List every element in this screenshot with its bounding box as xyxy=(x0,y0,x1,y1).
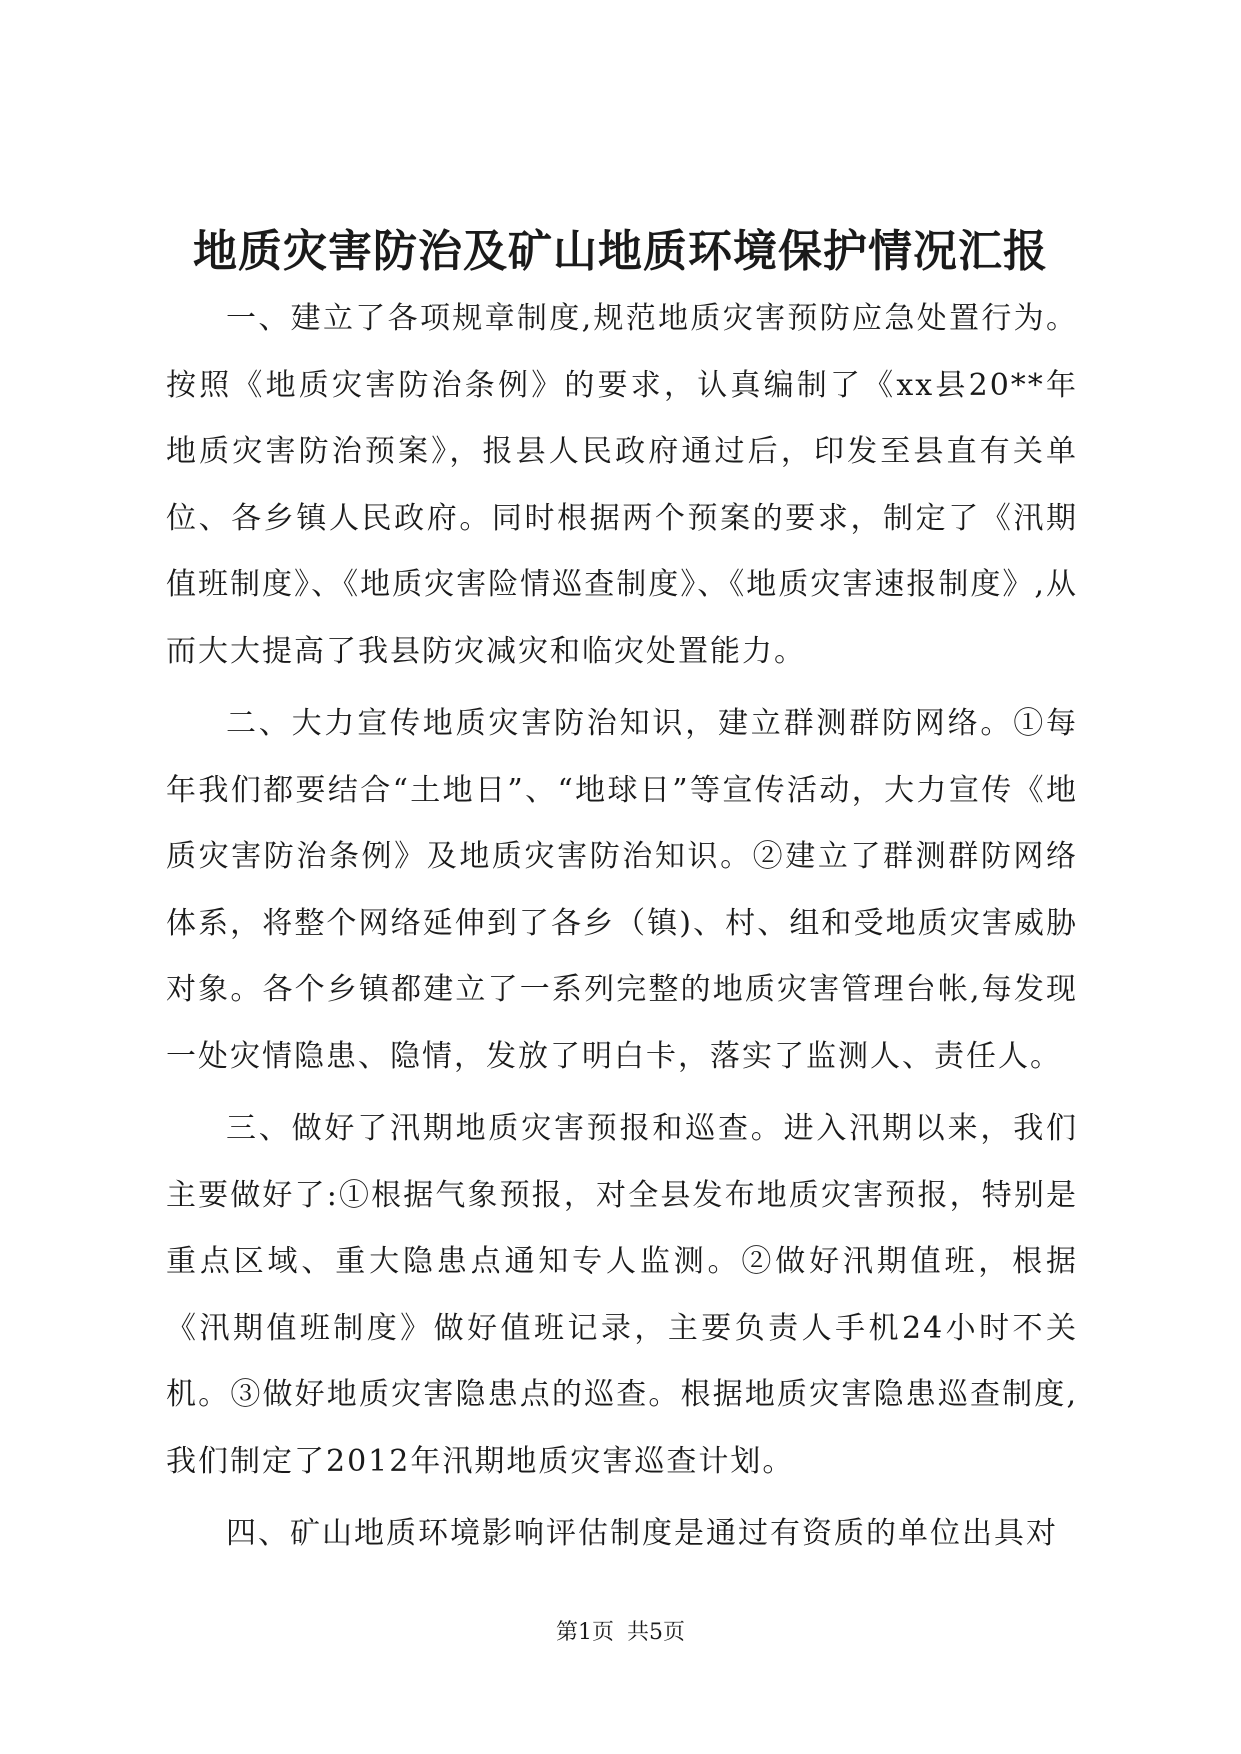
document-title: 地质灾害防治及矿山地质环境保护情况汇报 xyxy=(193,226,1048,277)
paragraph-4: 四、矿山地质环境影响评估制度是通过有资质的单位出具对 xyxy=(226,1516,1058,1551)
page-footer xyxy=(0,1618,1241,1648)
page-number: 第1页 xyxy=(556,1620,614,1645)
page-total: 共5页 xyxy=(627,1620,685,1645)
document-body xyxy=(166,286,1078,1574)
paragraph-3: 三、做好了汛期地质灾害预报和巡查。进入汛期以来，我们主要做好了:①根据气象预报，对全县发布地质灾害预报，特别是重点区域、重大隐患点通知专人监测。②做好汛期值班，根据《汛期值班制度》做好值班记录，主要负责人手机24小时不关机。③做好地质灾害隐患点的巡查。根据地质灾害隐患巡查制度,我们制定了2012年汛期地质灾害巡查计划。 xyxy=(166,1111,1078,1479)
paragraph-1: 一、建立了各项规章制度,规范地质灾害预防应急处置行为。按照《地质灾害防治条例》的要求，认真编制了《xx县20**年地质灾害防治预案》，报县人民政府通过后，印发至县直有关单位、各乡镇人民政府。同时根据两个预案的要求，制定了《汛期值班制度》、《地质灾害险情巡查制度》、《地质灾害速报制度》,从而大大提高了我县防灾减灾和临灾处置能力。 xyxy=(166,301,1078,669)
paragraph-2: 二、大力宣传地质灾害防治知识，建立群测群防网络。①每年我们都要结合“土地日”、“地球日”等宣传活动，大力宣传《地质灾害防治条例》及地质灾害防治知识。②建立了群测群防网络体系，将整个网络延伸到了各乡（镇)、村、组和受地质灾害威胁对象。各个乡镇都建立了一系列完整的地质灾害管理台帐,每发现一处灾情隐患、隐情，发放了明白卡，落实了监测人、责任人。 xyxy=(166,706,1078,1074)
